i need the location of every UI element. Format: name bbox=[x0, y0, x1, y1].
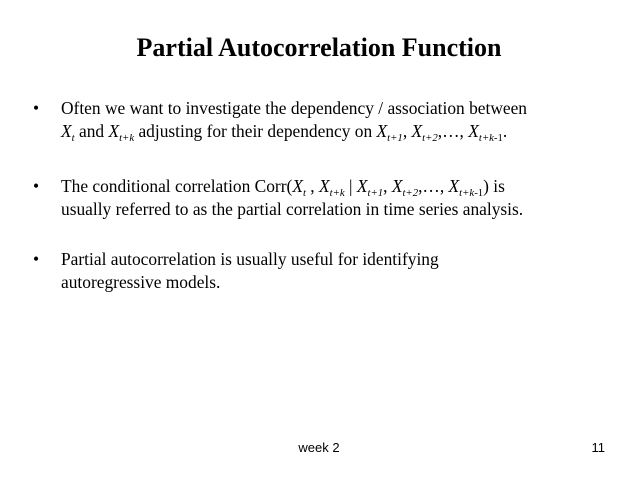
sub-t-plus-k: t+k bbox=[329, 186, 345, 199]
bullet-marker: • bbox=[33, 249, 40, 269]
sub-t-plus-1: t+1 bbox=[387, 131, 403, 144]
var-x: X bbox=[292, 176, 303, 196]
text-period: . bbox=[502, 121, 508, 141]
text-adjusting: adjusting for their dependency on bbox=[134, 121, 377, 141]
sub-t: t bbox=[71, 131, 75, 144]
bullet-marker: • bbox=[33, 98, 40, 118]
sub-t-plus-k: t+k bbox=[478, 131, 494, 144]
sub-t-plus-2: t+2 bbox=[402, 186, 419, 199]
bullet-2-line-1 bbox=[61, 175, 623, 198]
text-ellipsis: ,…, bbox=[437, 121, 469, 141]
sub-minus-1: -1 bbox=[474, 186, 484, 199]
bullet-text-3 bbox=[61, 248, 623, 294]
text-corr-open: The conditional correlation Corr( bbox=[61, 176, 293, 196]
sub-t-plus-k: t+k bbox=[119, 131, 135, 144]
sub-t-plus-k: t+k bbox=[459, 186, 475, 199]
sub-t-plus-1: t+1 bbox=[367, 186, 384, 199]
sub-t-plus-2: t+2 bbox=[422, 131, 438, 144]
bullet-2-line-2: usually referred to as the partial correlation in time series analysis. bbox=[61, 199, 524, 219]
text-comma: , bbox=[305, 176, 319, 196]
var-x: X bbox=[468, 121, 479, 141]
sub-t: t bbox=[302, 186, 306, 199]
bullet-text-1 bbox=[61, 97, 623, 143]
var-x: X bbox=[411, 121, 423, 141]
slide-page-number: 11 bbox=[591, 440, 605, 455]
var-x: X bbox=[61, 121, 72, 141]
var-x: X bbox=[108, 121, 120, 141]
bullet-marker: • bbox=[33, 176, 40, 196]
var-x: X bbox=[448, 176, 460, 196]
slide-title: Partial Autocorrelation Function bbox=[136, 33, 502, 62]
text-corr-close: ) is bbox=[483, 176, 505, 196]
bullet-1-line-2 bbox=[61, 120, 623, 143]
bullet-1-line-1: Often we want to investigate the dependency / association between bbox=[61, 98, 528, 118]
var-x: X bbox=[318, 176, 330, 196]
text-comma: , bbox=[383, 176, 392, 196]
footer-week-label: week 2 bbox=[298, 440, 340, 455]
text-ellipsis: ,…, bbox=[418, 176, 449, 196]
var-x: X bbox=[356, 176, 368, 196]
bullet-text-2 bbox=[61, 175, 623, 221]
var-x: X bbox=[391, 176, 403, 196]
text-given-bar: | bbox=[344, 176, 357, 196]
text-comma: , bbox=[402, 121, 412, 141]
bullet-3-line-2: autoregressive models. bbox=[61, 272, 221, 292]
sub-minus-1: -1 bbox=[493, 131, 503, 144]
var-x: X bbox=[376, 121, 388, 141]
bullet-3-line-1: Partial autocorrelation is usually useful for identifying bbox=[61, 249, 439, 269]
text-and: and bbox=[74, 121, 109, 141]
